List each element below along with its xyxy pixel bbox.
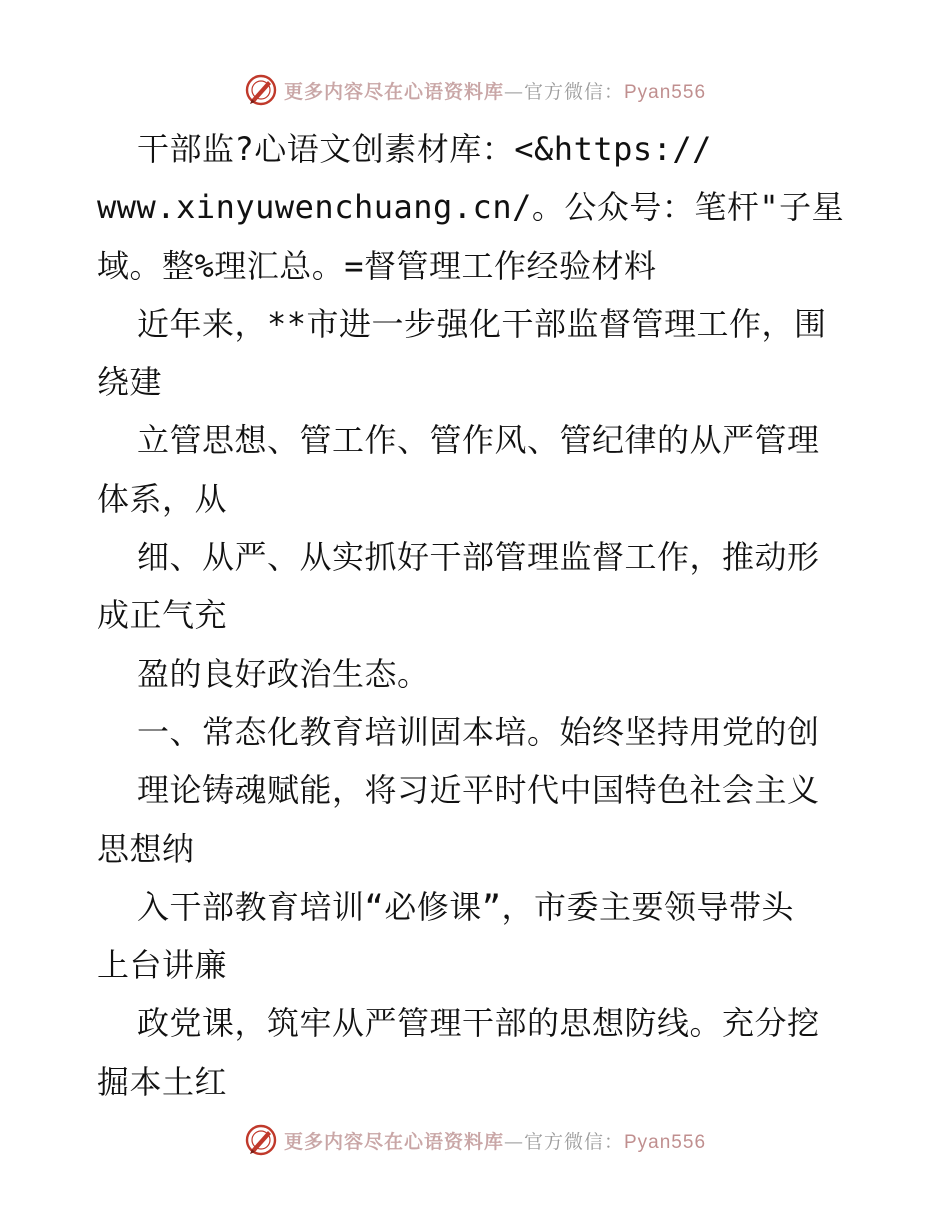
text-line: 上台讲廉 (97, 946, 228, 985)
text-line: 一、常态化教育培训固本培。始终坚持用党的创 (137, 712, 820, 751)
banner-wechat-label: 官方微信： (523, 80, 624, 103)
text-line: www.xinyuwenchuang.cn/。公众号：笔杆"子星 (97, 188, 845, 227)
header-banner (0, 70, 950, 110)
text-line: 细、从严、从实抓好干部管理监督工作，推动形 (137, 538, 820, 577)
banner-text (284, 1127, 706, 1154)
document-body (97, 120, 857, 1111)
banner-separator: — (503, 80, 524, 103)
text-line: 立管思想、管工作、管作风、管纪律的从严管理 (137, 421, 820, 460)
text-line: 政党课，筑牢从严管理干部的思想防线。充分挖 (137, 1004, 820, 1043)
text-line: 干部监?心语文创素材库：<&https:// (137, 130, 712, 168)
text-line: 入干部教育培训“必修课”，市委主要领导带头 (137, 887, 795, 926)
banner-wechat-label: 官方微信： (523, 1130, 624, 1153)
banner-wechat-id: Pyan556 (624, 1131, 707, 1153)
banner-separator: — (503, 1130, 524, 1153)
text-line: 理论铸魂赋能，将习近平时代中国特色社会主义 (137, 771, 820, 810)
banner-text (284, 77, 706, 104)
pen-circle-logo-icon (244, 73, 278, 107)
text-line: 盈的良好政治生态。 (137, 654, 430, 693)
text-line: 成正气充 (97, 596, 228, 635)
footer-banner (0, 1120, 950, 1160)
banner-wechat-id: Pyan556 (624, 81, 707, 103)
text-line: 绕建 (97, 363, 163, 402)
text-line: 域。整%理汇总。=督管理工作经验材料 (97, 246, 657, 285)
text-line: 掘本土红 (97, 1062, 228, 1101)
banner-main-text: 更多内容尽在心语资料库 (283, 1130, 504, 1153)
text-line: 近年来，**市进一步强化干部监督管理工作，围 (137, 304, 827, 343)
text-line: 思想纳 (97, 829, 195, 868)
pen-circle-logo-icon (244, 1123, 278, 1157)
text-line: 体系，从 (97, 479, 228, 518)
banner-main-text: 更多内容尽在心语资料库 (283, 80, 504, 103)
